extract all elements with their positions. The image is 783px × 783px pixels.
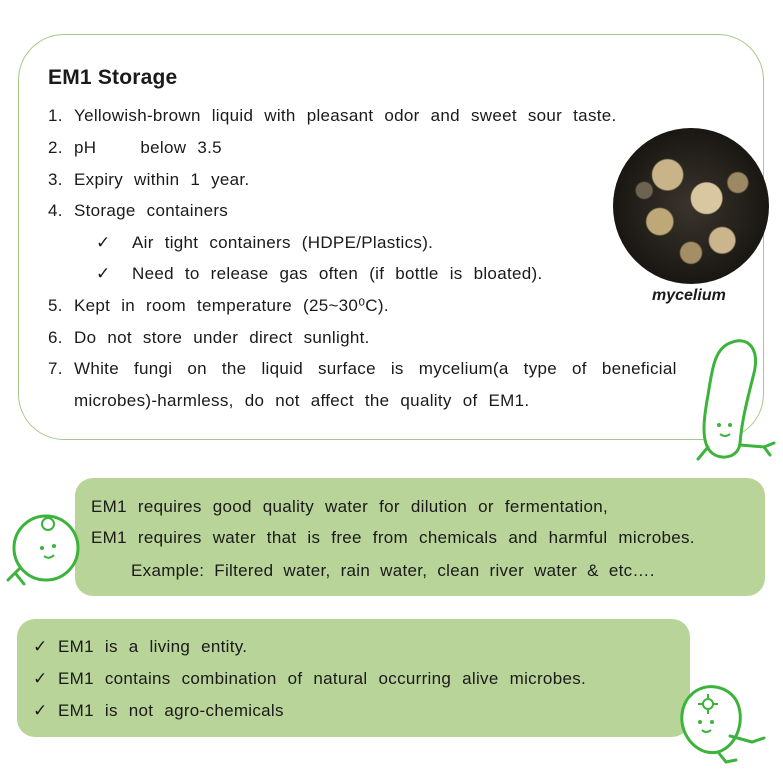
storage-item-6 [48,328,370,348]
storage-item-2 [48,138,222,158]
fact-text: EM1 contains combination of natural occurring alive microbes. [58,669,587,688]
water-line-3: Example: Filtered water, rain water, clean river water & etc…. [131,561,655,580]
item-text: White fungi on the liquid surface is mycelium(a type of beneficial [74,359,677,378]
subitem-text: Air tight containers (HDPE/Plastics). [132,233,434,252]
item-text: Yellowish-brown liquid with pleasant odor and sweet sour taste. [74,106,617,125]
item-text: Storage containers [74,201,229,220]
item-number: 5. [48,296,63,315]
fact-text: EM1 is not agro-chemicals [58,701,284,720]
check-icon: ✓ [96,233,111,252]
round-mascot-icon [2,508,82,592]
item-text: Kept in room temperature (25~30⁰C). [74,296,389,315]
fact-text: EM1 is a living entity. [58,637,248,656]
water-line-1: EM1 requires good quality water for dilution or fermentation, [91,497,609,516]
storage-title: EM1 Storage [48,66,178,89]
fact-item-1 [33,637,247,657]
item-text: Expiry within 1 year. [74,170,250,189]
item-number: 1. [48,106,63,125]
check-icon: ✓ [33,701,48,720]
check-icon: ✓ [33,669,48,688]
item-number: 2. [48,138,63,157]
sparkle-mascot-icon [670,676,770,766]
storage-item-3 [48,170,249,190]
item-text: pH below 3.5 [74,138,222,157]
mycelium-photo [613,128,769,284]
fact-item-2 [33,669,586,689]
storage-item-7-continued [74,391,529,411]
subitem-text: Need to release gas often (if bottle is bloated). [132,264,543,283]
water-line-2: EM1 requires water that is free from chemicals and harmful microbes. [91,528,695,547]
check-icon: ✓ [33,637,48,656]
check-icon: ✓ [96,264,111,283]
storage-item-7 [48,359,677,379]
mycelium-caption: mycelium [652,287,726,304]
item-text: Do not store under direct sunlight. [74,328,370,347]
item-number: 7. [48,359,63,378]
storage-subitem-1 [96,233,433,253]
storage-subitem-2 [96,264,542,284]
item-number: 3. [48,170,63,189]
storage-item-1 [48,106,617,126]
item-number: 6. [48,328,63,347]
fact-item-3 [33,701,284,721]
item-text: microbes)-harmless, do not affect the quality of EM1. [74,391,530,410]
storage-item-5 [48,296,389,316]
storage-item-4 [48,201,228,221]
item-number: 4. [48,201,63,220]
bean-mascot-icon [690,335,780,470]
